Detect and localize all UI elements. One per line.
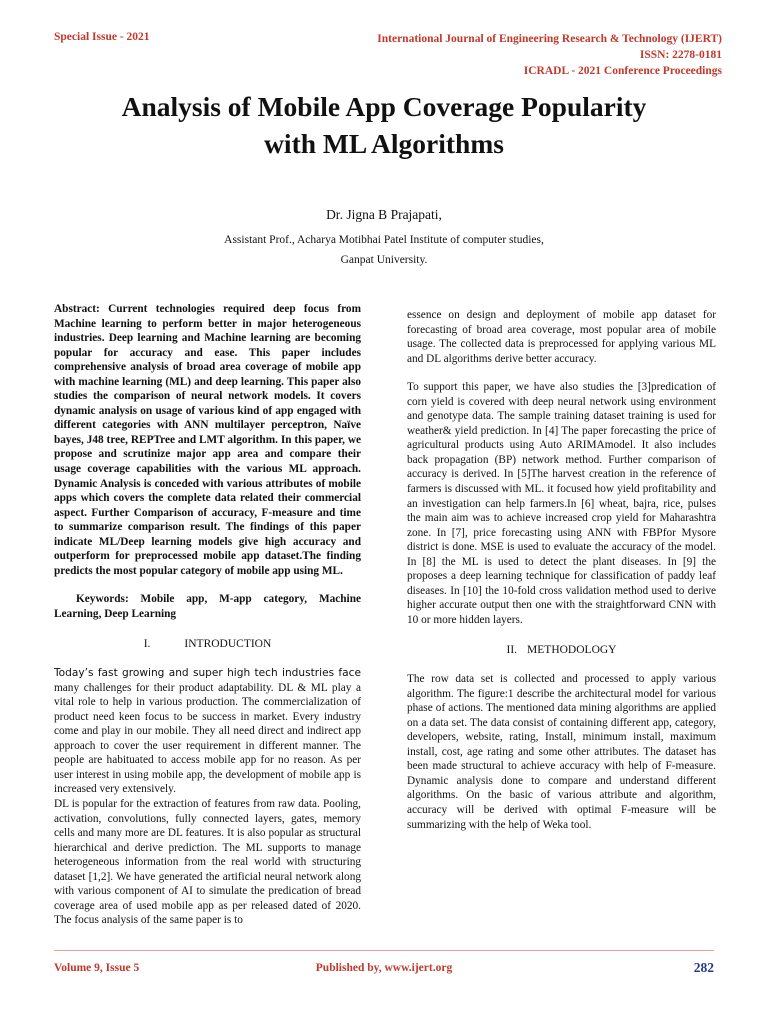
right-column [407, 308, 716, 832]
keywords-text: Keywords: Mobile app, M-app category, Machine Learning, Deep Learning [54, 593, 361, 620]
section-title: INTRODUCTION [184, 638, 272, 651]
header-issn: ISSN: 2278-0181 [639, 49, 722, 61]
footer-volume: Volume 9, Issue 5 [54, 962, 140, 974]
paper-title-line1: Analysis of Mobile App Coverage Popularity [121, 91, 647, 122]
footer-publisher-link[interactable]: Published by, www.ijert.org [315, 962, 453, 974]
intro-paragraph-body: many challenges for their product adaptability. DL & ML play a vital role to help in various production. The commercialization of product need keen focus to be success in market. Every industry come and play in our mobile. They all need direct and indirect app approach to cover the user requirement in different manner. The people are habituated to access mobile app for no reason. As per user interest in using mobile app, the development of mobile app is increased very extensively. [54, 681, 361, 796]
related-work-paragraph: To support this paper, we have also studies the [3]predication of corn yield is covered with deep neural network using environment and genotype data. The sample training dataset training is used for weather& yield prediction. In [4] The paper forecasting the price of agricultural products using Auto ARIMAmodel. It also includes back propagation (BP) network method. Further comparison of accuracy is derived. In [5]The harvest creation in the reference of farmers is discussed with ML. it focused how yield profitability and an investigation can help farmers.In [6] wheat, bajra, rice, pulses the main aim was to achieve increased crop yield for Maharashtra zone. In [7], price forecasting using ANN with FBPfor Mysore district is done. MSE is used to evaluate the accuracy of the model. In [8] the ML is used to detect the plant diseases. In [9] the proposes a deep learning technique for classification of paddy leaf diseases. In [10] the 10-fold cross validation method used to derive higher accurate output then one with the straightforward CNN with 10 or more hidden layers. [407, 381, 716, 626]
left-column [54, 302, 361, 928]
author-affiliation [0, 230, 768, 270]
page-number: 282 [693, 960, 714, 975]
section-number: I. [143, 638, 151, 651]
intro-paragraph-2: DL is popular for the extraction of features from raw data. Pooling, activation, convolutions, fully connected layers, gates, memory cells and many more are DL features. It is also popular as structural hierarchical and derive prediction. The ML supports to manage heterogeneous information from the real world with structuring dataset [1,2]. We have generated the artificial neural network along with various component of AI to simulate the predication of bread coverage area of used mobile app as per released dated of 2020. The focus analysis of the same paper is to [54, 797, 361, 927]
right-paragraph-1: essence on design and deployment of mobile app dataset for forecasting of broad area coverage, most popular area of mobile usage. The collected data is preprocessed for applying various ML and DL algorithms derive better accuracy. [407, 309, 716, 365]
affiliation-line2: Ganpat University. [340, 254, 428, 266]
paper-title [0, 88, 768, 162]
abstract-text: Abstract: Current technologies required deep focus from Machine learning to perform better in major heterogeneous industries. Deep learning and Machine learning are becoming popular for accuracy and ease. This paper includes comprehensive analysis of broad area coverage of mobile app with machine learning (ML) and deep learning. This paper also studies the comparison of neural network models. It covers dynamic analysis on usage of various kind of app engaged with different categories with ANN multilayer perceptron, Naïve bayes, J48 tree, REPTree and LMT algorithm. In this paper, we propose and scrutinize major app area and compare their usage coverage capabilities with the various ML approach. Dynamic Analysis is conceded with various attributes of mobile apps which covers the complete data related their commercial aspect. Further Comparison of accuracy, F-measure and time to summarize comparison result. The findings of this paper indicate ML/Deep learning models give high accuracy and outperform for preprocessed mobile app dataset.The finding predicts the most popular category of mobile app using ML. [54, 303, 361, 577]
affiliation-line1: Assistant Prof., Acharya Motibhai Patel Institute of computer studies, [224, 234, 544, 246]
section-number: II. [506, 644, 518, 657]
paper-title-line2: with ML Algorithms [264, 128, 504, 159]
author-name: Dr. Jigna B Prajapati, [326, 207, 442, 222]
section-heading-methodology [407, 643, 716, 658]
intro-paragraph [54, 666, 361, 797]
methodology-paragraph: The row data set is collected and processed to apply various algorithm. The figure:1 describe the architectural model for various phase of actions. The mentioned data mining algorithms are applied on a data set. The data consist of containing different app, category, developers, website, rating, Install, minimum install, maximum install, cost, age rating and some other attributes. The dataset has been made structural to achieve accuracy with help of F-measure. Dynamic analysis done to compare and understand different algorithms. On the basic of various attribute and algorithm, accuracy will be derived with optimal F-measure will be summarizing with the help of Weka tool. [407, 673, 716, 831]
intro-first-line: Today’s fast growing and super high tech industries face [54, 667, 361, 680]
header-issue-label: Special Issue - 2021 [54, 31, 150, 43]
header-journal-name: International Journal of Engineering Research & Technology (IJERT) [377, 33, 722, 45]
footer-divider [54, 950, 714, 951]
section-heading-introduction [54, 637, 361, 652]
section-title: METHODOLOGY [527, 644, 617, 657]
header-proceedings: ICRADL - 2021 Conference Proceedings [523, 65, 722, 77]
header-journal-info [322, 31, 722, 79]
